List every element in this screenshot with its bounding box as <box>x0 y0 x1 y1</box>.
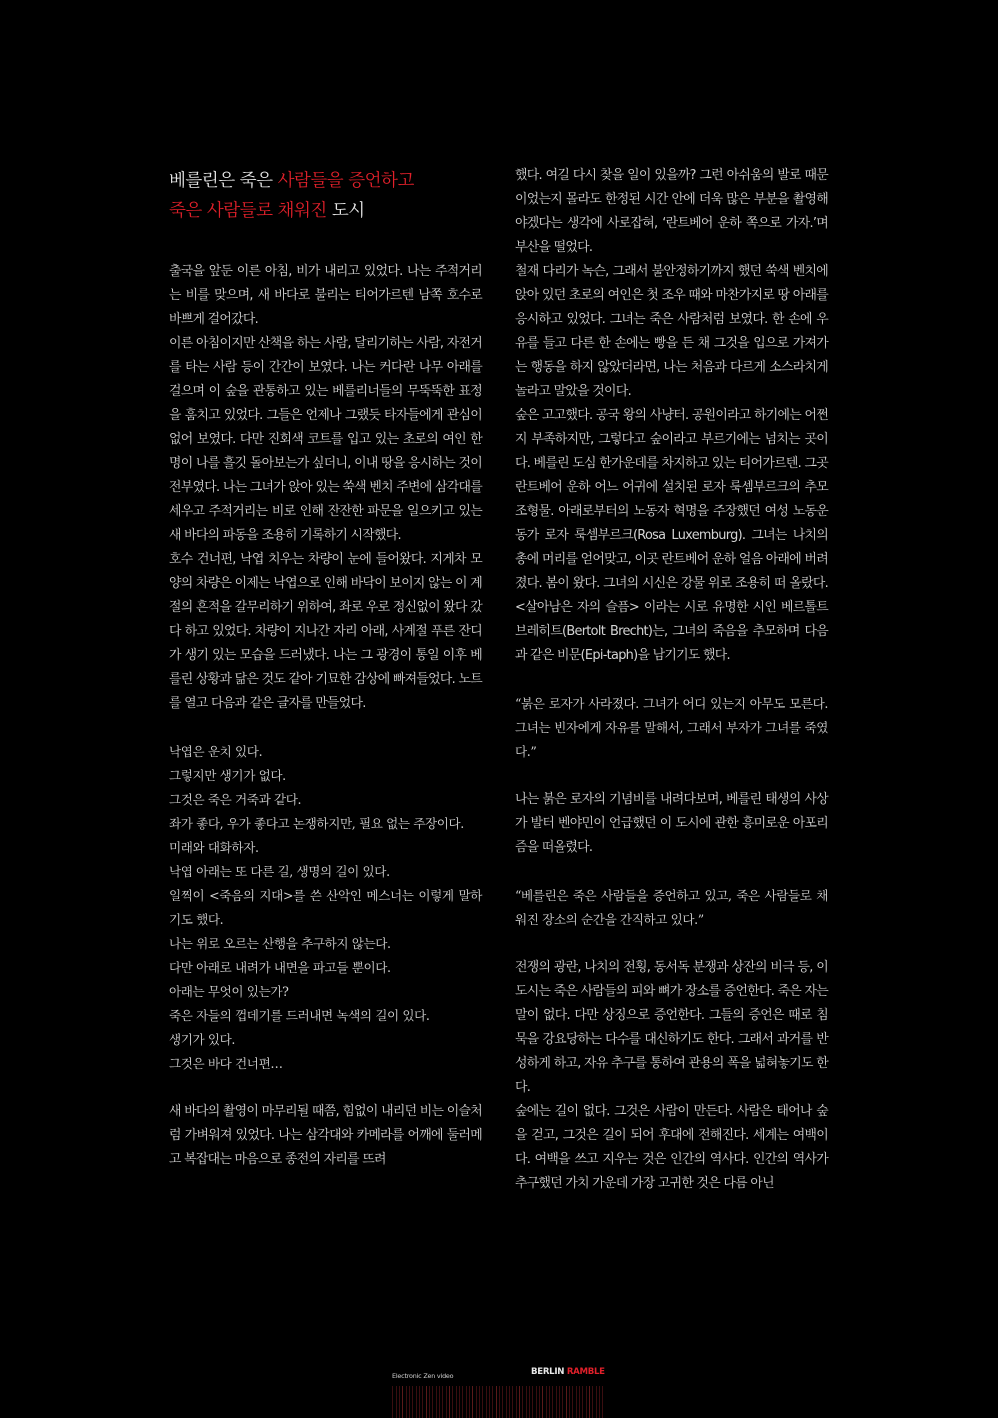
barcode-stripe <box>529 1386 530 1418</box>
right-text-column <box>515 164 828 1196</box>
barcode-stripe <box>512 1386 513 1418</box>
barcode-stripe <box>556 1386 557 1418</box>
article-title <box>169 166 499 226</box>
poem-line: 일찍이 <죽음의 지대>를 쓴 산악인 메스너는 이렇게 말하기도 했다. <box>169 888 482 927</box>
barcode-stripe <box>402 1386 403 1418</box>
body-paragraph: 출국을 앞둔 이른 아침, 비가 내리고 있었다. 나는 주적거리는 비를 맞으며, 새 바다로 불리는 티어가르텐 남쪽 호수로 바쁘게 걸어갔다. <box>169 264 482 327</box>
barcode-stripe <box>476 1386 477 1418</box>
poem-line: 다만 아래로 내려가 내면을 파고들 뿐이다. <box>169 960 391 975</box>
paragraph-gap <box>515 764 828 788</box>
barcode-stripe <box>419 1386 420 1418</box>
footer-left-label: Electronic Zen video <box>392 1372 454 1380</box>
body-paragraph: 숲에는 길이 없다. 그것은 사람이 만든다. 사람은 태어나 숲을 걷고, 그것은 길이 되어 후대에 전해진다. 세계는 여백이다. 여백을 쓰고 지우는 것은 인간의 역사다. 인간의 역사가 추구했던 가치 가운데 가장 고귀한 것은 다름 아닌 <box>515 1104 828 1191</box>
barcode-stripe <box>456 1386 457 1418</box>
paragraph-gap <box>515 668 828 692</box>
barcode-stripe <box>466 1386 467 1418</box>
barcode-stripe <box>409 1386 410 1418</box>
poem-line: 미래와 대화하자. <box>169 840 259 855</box>
barcode-stripe <box>569 1386 570 1418</box>
barcode-stripe <box>489 1386 490 1418</box>
barcode-stripe <box>519 1386 520 1418</box>
paragraph-gap <box>515 932 828 956</box>
barcode-stripe <box>592 1386 593 1418</box>
barcode-stripe <box>499 1386 500 1418</box>
quote-paragraph: “베를린은 죽은 사람들을 증언하고 있고, 죽은 사람들로 채워진 장소의 순간을 간직하고 있다.” <box>515 888 828 927</box>
poem-line: 그것은 바다 건너편… <box>169 1056 283 1071</box>
body-paragraph: 철재 다리가 녹슨, 그래서 불안정하기까지 했던 쑥색 벤치에 앉아 있던 초로의 여인은 첫 조우 때와 마찬가지로 땅 아래를 응시하고 있었다. 그녀는 죽은 사람처럼 보였다. 한 손에 우유를 들고 다른 한 손에는 빵을 든 채 그것을 입으로 가져가는 행동을 하지 않았더라면, 나는 처음과 다르게 소스라치게 놀라고 말았을 것이다. <box>515 264 828 399</box>
barcode-stripe <box>559 1386 560 1418</box>
body-paragraph: 전쟁의 광란, 나치의 전횡, 동서독 분쟁과 상잔의 비극 등, 이 도시는 죽은 사람들의 피와 뼈가 장소를 증언한다. 죽은 자는 말이 없다. 다만 상징으로 증언한다. 그들의 증언은 때로 침묵을 강요당하는 다수를 대신하기도 한다. 그래서 과거를 반성하게 하고, 자유 추구를 통하여 관용의 폭을 넓혀놓기도 한다. <box>515 960 828 1095</box>
barcode-stripe <box>536 1386 537 1418</box>
barcode-stripe <box>446 1386 447 1418</box>
paragraph-gap <box>169 1076 482 1100</box>
barcode-stripe <box>449 1386 450 1418</box>
barcode-stripe <box>496 1386 497 1418</box>
barcode-stripe <box>416 1386 417 1418</box>
barcode-stripe <box>552 1386 553 1418</box>
barcode-stripe <box>582 1386 583 1418</box>
body-paragraph: 이른 아침이지만 산책을 하는 사람, 달리기하는 사람, 자전거를 타는 사람 등이 간간이 보였다. 나는 커다란 나무 아래를 걸으며 이 숲을 관통하고 있는 베를리너들의 무뚝뚝한 표정을 훔치고 있었다. 그들은 언제나 그랬듯 타자들에게 관심이 없어 보였다. 다만 진회색 코트를 입고 있는 초로의 여인 한 명이 나를 흘깃 돌아보는가 싶더니, 이내 땅을 응시하는 것이 전부였다. 나는 그녀가 앉아 있는 쑥색 벤치 주변에 삼각대를 세우고 주적거리는 비로 인해 잔잔한 파문을 일으키고 있는 새 바다의 파동을 조용히 기록하기 시작했다. <box>169 336 482 543</box>
barcode-stripe <box>562 1386 563 1418</box>
title-line1-plain: 베를린은 죽은 <box>169 171 278 191</box>
body-paragraph: 호수 건너편, 낙엽 치우는 차량이 눈에 들어왔다. 지게차 모양의 차량은 이제는 낙엽으로 인해 바닥이 보이지 않는 이 계절의 흔적을 갈무리하기 위하여, 좌로 우로 정신없이 왔다 갔다 하고 있었다. 차량이 지나간 자리 아래, 사계절 푸른 잔디가 생기 있는 모습을 드러냈다. 나는 그 광경이 통일 이후 베를린 상황과 닮은 것도 같아 기묘한 감상에 빠져들었다. 노트를 열고 다음과 같은 글자를 만들었다. <box>169 552 482 711</box>
barcode-stripe <box>539 1386 540 1418</box>
footer-brand <box>531 1367 605 1377</box>
barcode-stripe <box>486 1386 487 1418</box>
body-paragraph: 했다. 여길 다시 찾을 일이 있을까? 그런 아쉬움의 발로 때문이었는지 몰라도 한정된 시간 안에 더욱 많은 부분을 촬영해야겠다는 생각에 사로잡혀, ‘란트베어 운하 쪽으로 가자.’며 부산을 떨었다. <box>515 168 828 255</box>
barcode-stripe <box>406 1386 407 1418</box>
barcode-stripe <box>399 1386 400 1418</box>
barcode-stripe <box>566 1386 567 1418</box>
barcode-stripe <box>589 1386 590 1418</box>
barcode-decoration <box>392 1386 606 1418</box>
barcode-stripe <box>439 1386 440 1418</box>
barcode-stripe <box>599 1386 600 1418</box>
poem-line: 그것은 죽은 거죽과 같다. <box>169 792 302 807</box>
barcode-stripe <box>422 1386 423 1418</box>
poem-line: 아래는 무엇이 있는가? <box>169 984 289 999</box>
quote-paragraph: “붉은 로자가 사라졌다. 그녀가 어디 있는지 아무도 모른다. 그녀는 빈자에게 자유를 말해서, 그래서 부자가 그녀를 죽였다.” <box>515 696 828 759</box>
barcode-stripe <box>436 1386 437 1418</box>
poem-line: 생기가 있다. <box>169 1032 236 1047</box>
poem-line: 낙엽은 운치 있다. <box>169 744 263 759</box>
barcode-stripe <box>452 1386 453 1418</box>
poem-line: 낙엽 아래는 또 다른 길, 생명의 길이 있다. <box>169 864 390 879</box>
barcode-stripe <box>576 1386 577 1418</box>
barcode-stripe <box>472 1386 473 1418</box>
title-line2-plain: 도시 <box>326 201 365 221</box>
barcode-stripe <box>442 1386 443 1418</box>
poem-line: 나는 위로 오르는 산행을 추구하지 않는다. <box>169 936 391 951</box>
barcode-stripe <box>392 1386 393 1418</box>
poem-line: 죽은 자들의 껍데기를 드러내면 녹색의 길이 있다. <box>169 1008 430 1023</box>
barcode-stripe <box>602 1386 603 1418</box>
left-text-column <box>169 260 482 1172</box>
barcode-stripe <box>412 1386 413 1418</box>
body-paragraph: 새 바다의 촬영이 마무리될 때쯤, 힘없이 내리던 비는 이슬처럼 가벼워져 있었다. 나는 삼각대와 카메라를 어깨에 둘러메고 복잡대는 마음으로 종전의 자리를 뜨려 <box>169 1104 482 1167</box>
barcode-stripe <box>432 1386 433 1418</box>
body-paragraph: 숲은 고고했다. 공국 왕의 사냥터. 공원이라고 하기에는 어쩐지 부족하지만, 그렇다고 숲이라고 부르기에는 넘치는 곳이다. 베를린 도심 한가운데를 차지하고 있는 티어가르텐. 그곳 란트베어 운하 어느 어귀에 설치된 로자 룩셈부르크의 추모 조형물. 아래로부터의 노동자 혁명을 주장했던 여성 노동운동가 로자 룩셈부르크(Rosa Luxemburg). 그녀는 나치의 총에 머리를 얻어맞고, 이곳 란트베어 운하 얼음 아래에 버려졌다. 봄이 왔다. 그녀의 시신은 강물 위로 조용히 떠 올랐다. <살아남은 자의 슬픔> 이라는 시로 유명한 시인 베르톨트 브레히트(Bertolt Brecht)는, 그녀의 죽음을 추모하며 다음과 같은 비문(Epi-taph)을 남기기도 했다. <box>515 408 828 663</box>
barcode-stripe <box>492 1386 493 1418</box>
barcode-stripe <box>596 1386 597 1418</box>
barcode-stripe <box>526 1386 527 1418</box>
barcode-stripe <box>586 1386 587 1418</box>
poem-line: 좌가 좋다, 우가 좋다고 논쟁하지만, 필요 없는 주장이다. <box>169 816 464 831</box>
paragraph-gap <box>515 860 828 884</box>
barcode-stripe <box>509 1386 510 1418</box>
barcode-stripe <box>479 1386 480 1418</box>
page-footer <box>392 1367 606 1418</box>
barcode-stripe <box>459 1386 460 1418</box>
barcode-stripe <box>462 1386 463 1418</box>
barcode-stripe <box>396 1386 397 1418</box>
title-line2-red: 죽은 사람들로 채워진 <box>169 201 327 221</box>
body-paragraph: 나는 붉은 로자의 기념비를 내려다보며, 베를린 태생의 사상가 발터 벤야민이 언급했던 이 도시에 관한 흥미로운 아포리즘을 떠올렸다. <box>515 792 828 855</box>
barcode-stripe <box>549 1386 550 1418</box>
barcode-stripe <box>506 1386 507 1418</box>
paragraph-gap <box>169 716 482 740</box>
barcode-stripe <box>426 1386 427 1418</box>
footer-brand-plain: BERLIN <box>531 1367 565 1377</box>
barcode-stripe <box>522 1386 523 1418</box>
barcode-stripe <box>546 1386 547 1418</box>
poem-line: 그렇지만 생기가 없다. <box>169 768 286 783</box>
barcode-stripe <box>482 1386 483 1418</box>
title-line1-red: 사람들을 증언하고 <box>277 171 414 191</box>
barcode-stripe <box>532 1386 533 1418</box>
barcode-stripe <box>469 1386 470 1418</box>
barcode-stripe <box>516 1386 517 1418</box>
barcode-stripe <box>579 1386 580 1418</box>
barcode-stripe <box>429 1386 430 1418</box>
barcode-stripe <box>502 1386 503 1418</box>
barcode-stripe <box>572 1386 573 1418</box>
footer-brand-red: RAMBLE <box>566 1367 605 1377</box>
barcode-stripe <box>542 1386 543 1418</box>
